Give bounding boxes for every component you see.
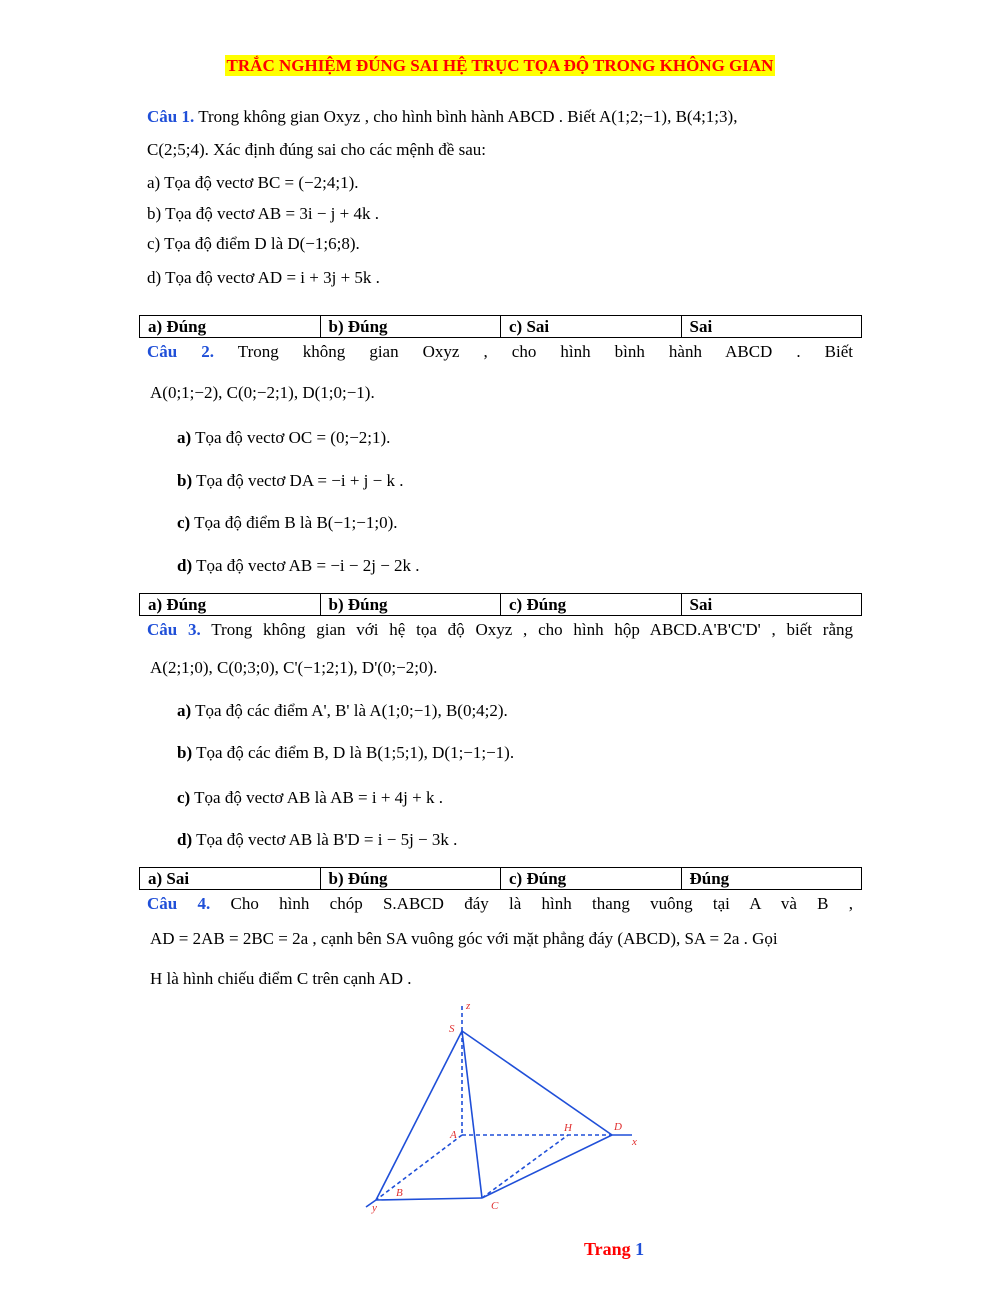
edge-CD xyxy=(482,1135,612,1198)
q2-line2: A(0;1;−2), C(0;−2;1), D(1;0;−1). xyxy=(150,383,375,402)
q4-stem: Cho hình chóp S.ABCD đáy là hình thang vuông tại A và B , xyxy=(230,894,853,913)
q2-answer-table xyxy=(139,593,862,616)
q1-option-b: b) Tọa độ vectơ AB = 3i − j + 4k . xyxy=(147,204,379,223)
label-A: A xyxy=(450,1129,457,1141)
q3-option-b: b) Tọa độ các điểm B, D là B(1;5;1), D(1;−1;−1). xyxy=(177,743,515,762)
q4-head: Câu 4. xyxy=(147,894,211,913)
page-title: TRẮC NGHIỆM ĐÚNG SAI HỆ TRỤC TỌA ĐỘ TRONG KHÔNG GIAN xyxy=(226,56,774,75)
pyramid-figure xyxy=(340,995,660,1220)
q2-option-d: d) Tọa độ vectơ AB = −i − 2j − 2k . xyxy=(177,556,420,575)
q2-option-b: b) Tọa độ vectơ DA = −i + j − k . xyxy=(177,471,404,490)
answer-cell: b) Đúng xyxy=(320,868,501,890)
answer-cell: Đúng xyxy=(681,868,862,890)
q2-stem: Trong không gian Oxyz , cho hình bình hành ABCD . Biết xyxy=(237,342,853,361)
q3-option-a: a) Tọa độ các điểm A', B' là A(1;0;−1), B(0;4;2). xyxy=(177,701,508,720)
label-B: B xyxy=(396,1187,403,1199)
edge-SD xyxy=(462,1031,612,1135)
q3-line1 xyxy=(147,620,853,640)
answer-cell: a) Đúng xyxy=(140,594,321,616)
edge-CH xyxy=(482,1135,568,1198)
label-y: y xyxy=(372,1202,377,1214)
q1-option-d: d) Tọa độ vectơ AD = i + 3j + 5k . xyxy=(147,268,380,287)
page-number: 1 xyxy=(635,1239,645,1259)
q1-answer-table xyxy=(139,315,862,338)
label-C: C xyxy=(491,1200,499,1212)
q3-option-c: c) Tọa độ vectơ AB là AB = i + 4j + k . xyxy=(177,788,443,807)
q1-line2: C(2;5;4). Xác định đúng sai cho các mệnh đề sau: xyxy=(147,140,486,159)
answer-cell: c) Đúng xyxy=(501,868,682,890)
q2-line1 xyxy=(147,342,853,362)
answer-cell: c) Đúng xyxy=(501,594,682,616)
label-D: D xyxy=(614,1121,622,1133)
answer-cell: b) Đúng xyxy=(320,594,501,616)
page-footer xyxy=(584,1239,644,1260)
q3-stem: Trong không gian với hệ tọa độ Oxyz , cho hình hộp ABCD.A'B'C'D' , biết rằng xyxy=(211,620,854,639)
label-H: H xyxy=(564,1122,572,1134)
edge-SC xyxy=(462,1031,482,1198)
q3-answer-table xyxy=(139,867,862,890)
edge-AB xyxy=(376,1135,462,1200)
q1-option-c: c) Tọa độ điểm D là D(−1;6;8). xyxy=(147,234,360,253)
q3-line2: A(2;1;0), C(0;3;0), C'(−1;2;1), D'(0;−2;0). xyxy=(150,658,438,677)
answer-cell: b) Đúng xyxy=(320,316,501,338)
q1-head: Câu 1. xyxy=(147,107,195,126)
q1-line1 xyxy=(147,107,737,127)
answer-cell: Sai xyxy=(681,594,862,616)
q2-head: Câu 2. xyxy=(147,342,215,361)
page-word: Trang xyxy=(584,1239,631,1259)
q2-option-c: c) Tọa độ điểm B là B(−1;−1;0). xyxy=(177,513,398,532)
label-z: z xyxy=(466,1000,471,1012)
label-S: S xyxy=(449,1023,455,1035)
q4-line1 xyxy=(147,894,853,914)
q3-option-d: d) Tọa độ vectơ AB là B'D = i − 5j − 3k . xyxy=(177,830,458,849)
answer-cell: a) Sai xyxy=(140,868,321,890)
answer-cell: Sai xyxy=(681,316,862,338)
q4-line2: AD = 2AB = 2BC = 2a , cạnh bên SA vuông góc với mặt phẳng đáy (ABCD), SA = 2a . Gọi xyxy=(150,929,778,948)
q1-stem: Trong không gian Oxyz , cho hình bình hành ABCD . Biết A(1;2;−1), B(4;1;3), xyxy=(198,107,738,126)
edge-SB xyxy=(376,1031,462,1200)
answer-cell: a) Đúng xyxy=(140,316,321,338)
q4-line3: H là hình chiếu điểm C trên cạnh AD . xyxy=(150,969,412,988)
q3-head: Câu 3. xyxy=(147,620,201,639)
q1-option-a: a) Tọa độ vectơ BC = (−2;4;1). xyxy=(147,173,359,192)
edge-BC xyxy=(376,1198,482,1200)
answer-cell: c) Sai xyxy=(501,316,682,338)
label-x: x xyxy=(632,1136,637,1148)
q2-option-a: a) Tọa độ vectơ OC = (0;−2;1). xyxy=(177,428,391,447)
